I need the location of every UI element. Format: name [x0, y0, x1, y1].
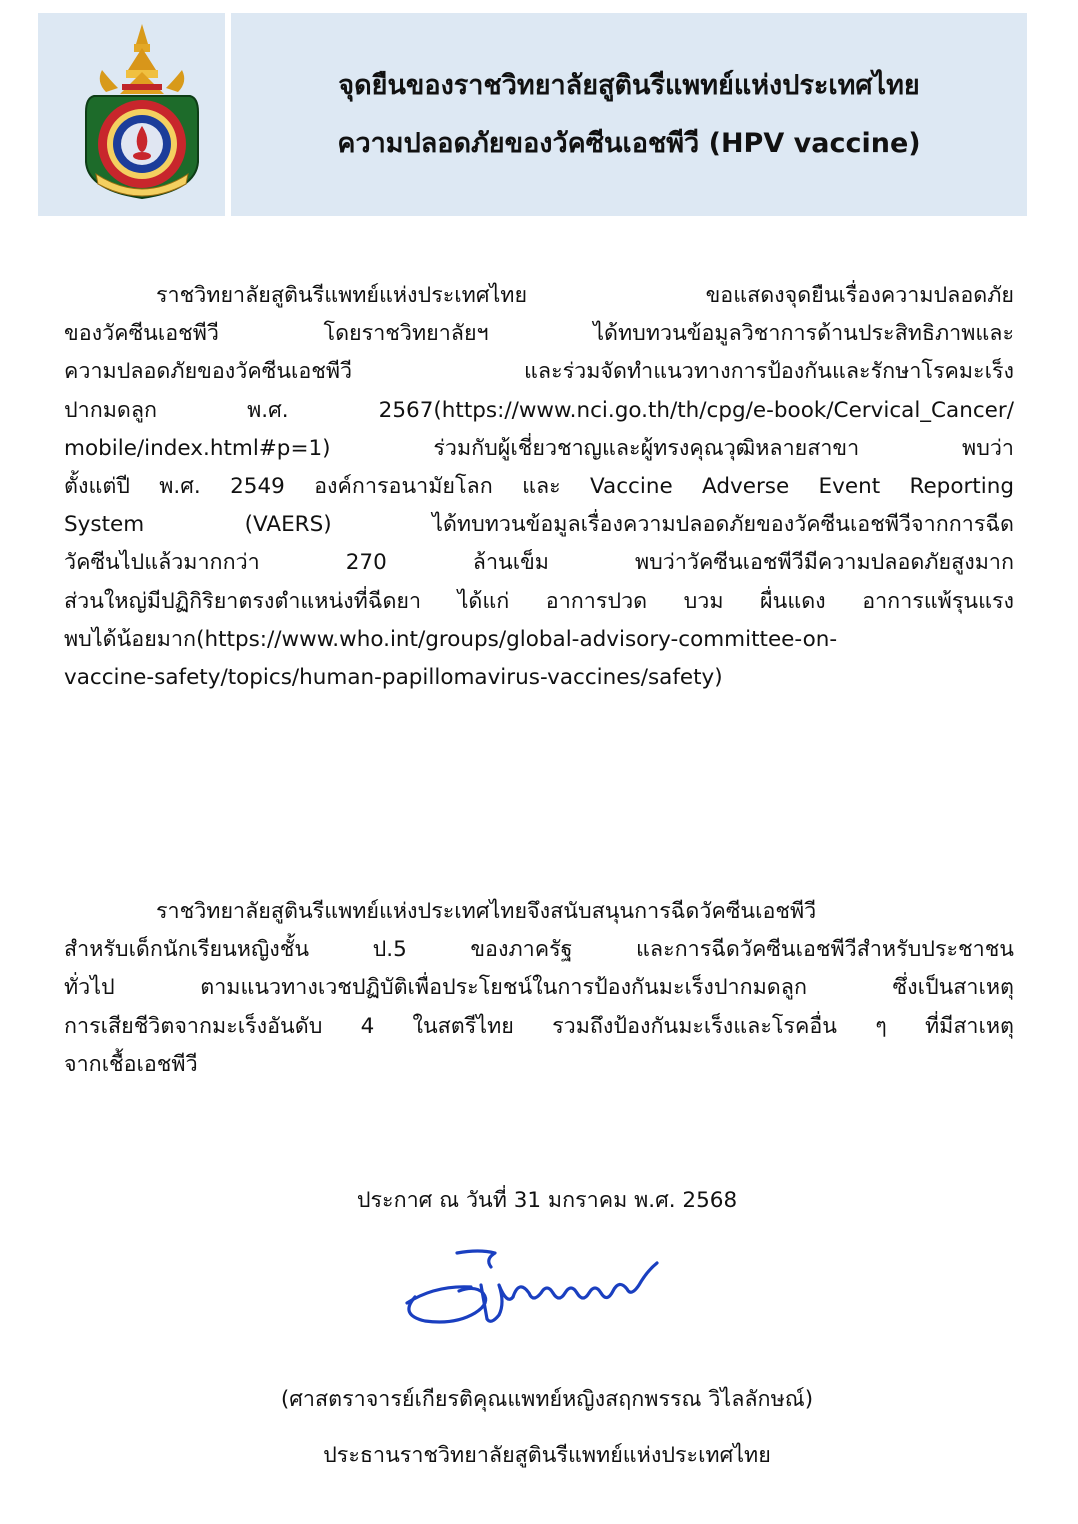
document-title-line-2: ความปลอดภัยของวัคซีนเอชพีวี (HPV vaccine) — [337, 127, 921, 159]
paragraph-line: สำหรับเด็กนักเรียนหญิงชั้น ป.5 ของภาครัฐ และการฉีดวัคซีนเอชพีวีสำหรับประชาชน — [64, 937, 1014, 963]
paragraph-line: ปากมดลูก พ.ศ. 2567(https://www.nci.go.th/th/cpg/e-book/Cervical_Cancer/ — [64, 397, 1014, 423]
signer-name: (ศาสตราจารย์เกียรติคุณแพทย์หญิงสฤกพรรณ วิไลลักษณ์) — [280, 1387, 814, 1412]
document-title-line-1: จุดยืนของราชวิทยาลัยสูตินรีแพทย์แห่งประเทศไทย — [338, 69, 920, 101]
paragraph-line: System (VAERS) ได้ทบทวนข้อมูลเรื่องความปลอดภัยของวัคซีนเอชพีวีจากการฉีด — [64, 512, 1014, 538]
paragraph-line: วัคซีนไปแล้วมากกว่า 270 ล้านเข็ม พบว่าวัคซีนเอชพีวีมีความปลอดภัยสูงมาก — [64, 550, 1014, 576]
paragraph-line: ความปลอดภัยของวัคซีนเอชพีวี และร่วมจัดทำแนวทางการป้องกันและรักษาโรคมะเร็ง — [64, 359, 1014, 385]
paragraph-line: mobile/index.html#p=1) ร่วมกับผู้เชี่ยวชาญและผู้ทรงคุณวุฒิหลายสาขา พบว่า — [64, 435, 1014, 461]
announcement-date: ประกาศ ณ วันที่ 31 มกราคม พ.ศ. 2568 — [356, 1188, 738, 1213]
paragraph-line: การเสียชีวิตจากมะเร็งอันดับ 4 ในสตรีไทย รวมถึงป้องกันมะเร็งและโรคอื่น ๆ ที่มีสาเหตุ — [64, 1013, 1014, 1039]
paragraph-line: ทั่วไป ตามแนวทางเวชปฏิบัติเพื่อประโยชน์ในการป้องกันมะเร็งปากมดลูก ซึ่งเป็นสาเหตุ — [64, 975, 1014, 1001]
paragraph-line: vaccine-safety/topics/human-papillomavirus-vaccines/safety) — [64, 664, 723, 690]
paragraph-line: พบได้น้อยมาก(https://www.who.int/groups/global-advisory-committee-on- — [64, 626, 838, 652]
paragraph-line: ของวัคซีนเอชพีวี โดยราชวิทยาลัยฯ ได้ทบทวนข้อมูลวิชาการด้านประสิทธิภาพและ — [64, 321, 1014, 347]
royal-college-seal-icon — [66, 22, 218, 202]
paragraph-line: ตั้งแต่ปี พ.ศ. 2549 องค์การอนามัยโลก และ Vaccine Adverse Event Reporting — [64, 473, 1014, 499]
paragraph-line: จากเชื้อเอชพีวี — [64, 1051, 198, 1077]
paragraph-line: ส่วนใหญ่มีปฏิกิริยาตรงตำแหน่งที่ฉีดยา ได้แก่ อาการปวด บวม ผื่นแดง อาการแพ้รุนแรง — [64, 588, 1014, 614]
paragraph-line: ราชวิทยาลัยสูตินรีแพทย์แห่งประเทศไทยจึงสนับสนุนการฉีดวัคซีนเอชพีวี — [156, 899, 817, 924]
body-paragraph-1 — [64, 277, 1014, 697]
handwritten-signature — [395, 1245, 675, 1335]
header-title-panel — [231, 13, 1027, 216]
paragraph-line: ราชวิทยาลัยสูตินรีแพทย์แห่งประเทศไทย ขอแสดงจุดยืนเรื่องความปลอดภัย — [156, 283, 1014, 308]
body-paragraph-2 — [64, 893, 1014, 1084]
signer-title: ประธานราชวิทยาลัยสูตินรีแพทย์แห่งประเทศไทย — [323, 1443, 771, 1468]
